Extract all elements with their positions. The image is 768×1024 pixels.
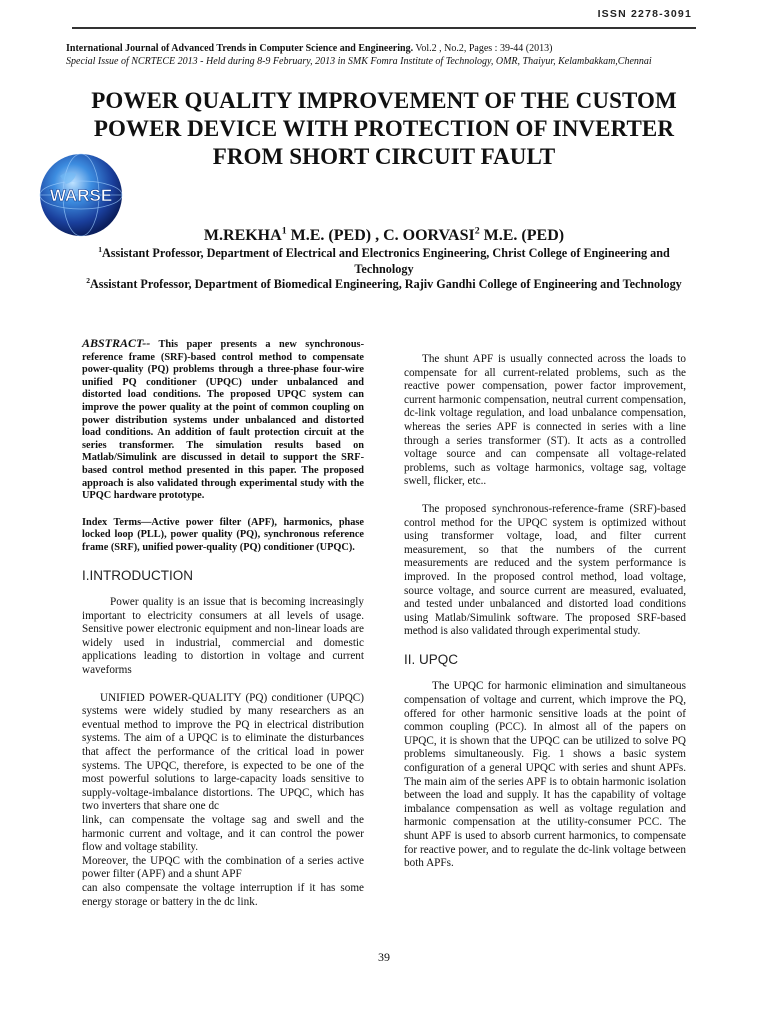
author-1-degree: M.E. (PED) , (290, 227, 380, 244)
upqc-heading: II. UPQC (404, 651, 459, 667)
affiliation-1-sup: 1 (98, 244, 102, 254)
intro-paragraph-2-cont: link, can compensate the voltage sag and swell and the harmonic current and voltage, and it can control the power flow and voltage stability. (82, 814, 364, 854)
header-rule (72, 27, 696, 29)
logo-text: WARSE (49, 186, 113, 205)
issn-label: ISSN 2278-3091 (597, 8, 692, 20)
right-column (404, 353, 686, 885)
author-1-sup: 1 (281, 225, 287, 237)
special-issue-line: Special Issue of NCRTECE 2013 - Held during 8-9 February, 2013 in SMK Fomra Institute of Technology, OMR, Thaiyur, Kelambakkam,Chennai (66, 56, 652, 67)
index-terms: Index Terms—Active power filter (APF), harmonics, phase locked loop (PLL), power quality (PQ), synchronous reference frame (SRF), unified power-quality (PQ) conditioner (UPQC). (82, 516, 364, 553)
warse-logo (38, 152, 124, 238)
journal-volume: Vol.2 , No.2, Pages : 39-44 (2013) (415, 43, 553, 54)
journal-name: International Journal of Advanced Trends in Computer Science and Engineering. (66, 43, 414, 54)
abstract-lead: ABSTRACT-- (82, 336, 151, 350)
intro-paragraph-1: Power quality is an issue that is becoming increasingly important to electricity consumers at all levels of usage. Sensitive power electronic equipment and non-linear loads are widely used in industrial, commercial and domestic applications leading to distortion in voltage and current waveforms (82, 596, 364, 677)
author-2-degree: M.E. (PED) (483, 227, 565, 244)
intro-paragraph-2: UNIFIED POWER-QUALITY (PQ) conditioner (UPQC) systems were widely studied by many researchers as an eventual method to improve the PQ in electrical distribution systems. The aim of a UPQC is to eliminate the disturbances that affect the performance of the critical load in power systems. The UPQC, therefore, is expected to be one of the most powerful solutions to large-capacity loads sensitive to supply-voltage-imbalance distortions. The UPQC, which has two inverters that share one dc (82, 691, 364, 813)
intro-paragraph-3: Moreover, the UPQC with the combination of a series active power filter (APF) and a shunt APF (82, 854, 364, 881)
left-column (82, 337, 364, 923)
affiliation-2 (82, 277, 686, 293)
abstract (82, 337, 364, 503)
paper-title: POWER QUALITY IMPROVEMENT OF THE CUSTOM POWER DEVICE WITH PROTECTION OF INVERTER FROM SHORT CIRCUIT FAULT (91, 88, 677, 169)
intro-paragraph-4: can also compensate the voltage interruption if it has some energy storage or battery in the dc link. (82, 881, 364, 908)
affiliation-2-sup: 2 (86, 275, 90, 285)
shunt-apf-paragraph: The shunt APF is usually connected across the loads to compensate for all current-related problems, such as the reactive power compensation, power factor improvement, current harmonic compensation, neutral current compensation, dc-link voltage regulation, and load unbalance compensation, whereas the series APF is connected in series with a line through a series transformer (ST). It acts as a controlled voltage source and can compensate all voltage-related problems, such as voltage harmonics, voltage sag, voltage swell, flicker, etc.. (404, 353, 686, 488)
srf-method-paragraph: The proposed synchronous-reference-frame (SRF)-based control method for the UPQC system is optimized without using transformer voltage, load, and filter current measurement, so that the numbers of the current measurements are reduced and the system performance is improved. In the proposed control method, load voltage, source voltage, and source current are measured, evaluated, and tested under unbalanced and distorted load conditions using Matlab/Simulink software. The proposed SRF-based method is also validated through experimental study. (404, 502, 686, 638)
author-line (72, 227, 696, 245)
author-2-name: C. OORVASI (383, 227, 475, 244)
globe-icon (38, 152, 124, 238)
page-number: 39 (378, 950, 390, 964)
affiliation-1-text: Assistant Professor, Department of Electrical and Electronics Engineering, Christ College of Engineering and Technology (101, 246, 670, 276)
introduction-heading: I.INTRODUCTION (82, 567, 193, 583)
author-1-name: M.REKHA (203, 227, 282, 244)
upqc-paragraph: The UPQC for harmonic elimination and simultaneous compensation of voltage and current, which improve the PQ, offered for other harmonic sensitive loads at the point of common coupling (PCC). In almost all of the papers on UPQC, it is shown that the UPQC can be utilized to solve PQ problems simultaneously. Fig. 1 shows a basic system configuration of a general UPQC with series and shunt APFs. The main aim of the series APF is to obtain harmonic isolation between the load and supply. It has the capability of voltage imbalance compensation as well as voltage regulation and harmonic compensation at the utility-consumer PCC. The shunt APF is used to absorb current harmonics, to compensate for reactive power, and to regulate the dc-link voltage between both APFs. (404, 680, 686, 870)
author-2-sup: 2 (474, 225, 480, 237)
abstract-text: This paper presents a new synchronous-reference frame (SRF)-based control method to compensate power-quality (PQ) problems through a three-phase four-wire unified PQ conditioner (UPQC) under unbalanced and distorted load conditions. The proposed UPQC system can improve the power quality at the point of common coupling on power distribution systems under unbalanced and distorted load conditions. An addition of fault protection circuit at the series transformer. The simulation results based on Matlab/Simulink are discussed in detail to support the SRF-based control method presented in this paper. The proposed approach is also validated through experimental study with the UPQC hardware prototype. (82, 339, 364, 502)
journal-header (66, 42, 702, 68)
affiliation-1 (82, 246, 686, 277)
affiliation-2-text: Assistant Professor, Department of Biomedical Engineering, Rajiv Gandhi College of Engineering and Technology (89, 277, 682, 291)
